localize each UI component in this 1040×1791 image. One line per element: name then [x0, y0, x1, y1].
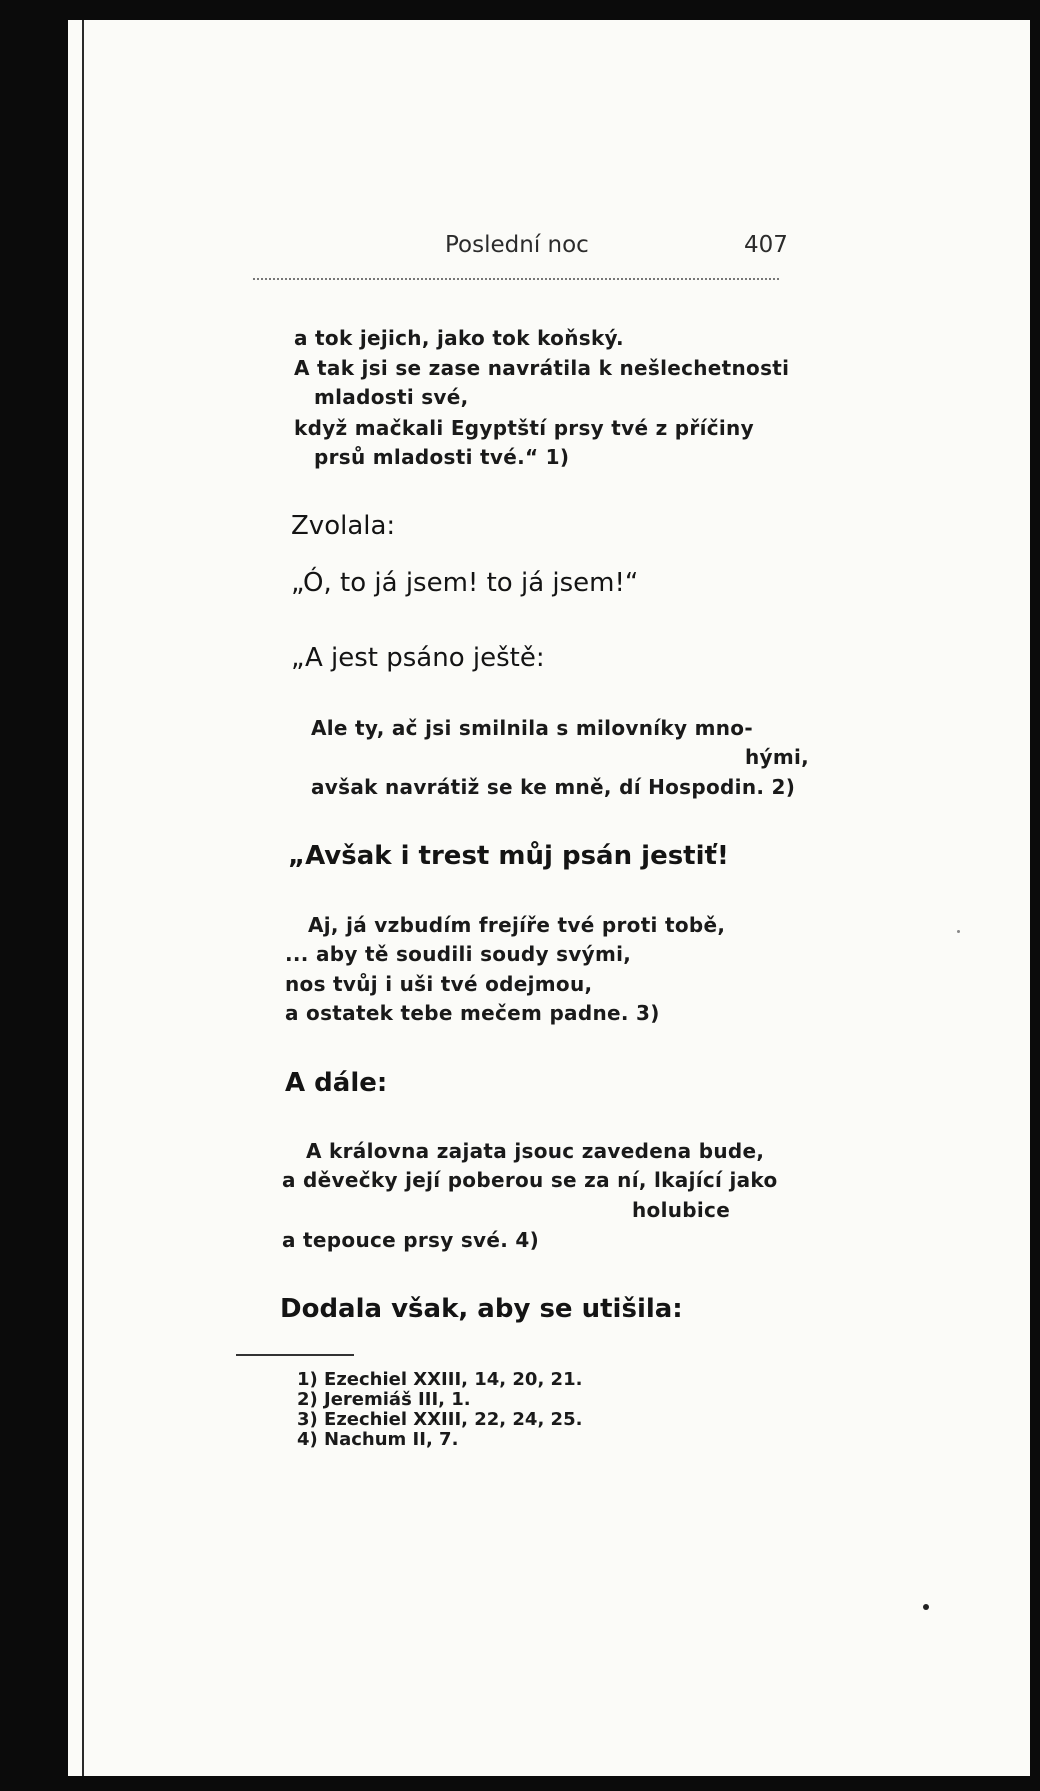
verse-line: a tok jejich, jako tok koňský.	[294, 326, 624, 350]
verse-line: holubice	[632, 1198, 731, 1222]
verse-line: a ostatek tebe mečem padne. 3)	[285, 1001, 660, 1025]
narrative-line: „Avšak i trest můj psán jestiť!	[288, 841, 729, 871]
footnote: 3) Ezechiel XXIII, 22, 24, 25.	[297, 1409, 583, 1430]
header-divider	[253, 278, 779, 280]
narrative-line: „A jest psáno ještě:	[291, 643, 545, 673]
verse-line: když mačkali Egyptští prsy tvé z příčiny	[294, 416, 754, 440]
verse-line: ... aby tě soudili soudy svými,	[285, 942, 632, 966]
footnote-rule	[236, 1354, 354, 1356]
narrative-line: „Ó, to já jsem! to já jsem!“	[291, 568, 639, 598]
running-header-title: Poslední noc	[445, 232, 589, 258]
gutter-line	[82, 20, 84, 1776]
verse-line: nos tvůj i uši tvé odejmou,	[285, 972, 593, 996]
narrative-line: A dále:	[285, 1068, 388, 1098]
verse-line: Aj, já vzbudím frejíře tvé proti tobě,	[308, 913, 726, 937]
footnote: 4) Nachum II, 7.	[297, 1429, 459, 1450]
verse-line: avšak navrátiž se ke mně, dí Hospodin. 2)	[311, 775, 796, 799]
verse-line: hými,	[745, 745, 810, 769]
page-number: 407	[744, 232, 788, 258]
page-sheet	[68, 20, 1030, 1776]
verse-line: prsů mladosti tvé.“ 1)	[314, 445, 570, 469]
ink-speck	[923, 1604, 929, 1610]
narrative-line: Zvolala:	[291, 511, 396, 541]
verse-line: a děvečky její poberou se za ní, lkající jako	[282, 1168, 778, 1192]
verse-line: A královna zajata jsouc zavedena bude,	[306, 1139, 765, 1163]
verse-line: mladosti své,	[314, 385, 469, 409]
ink-speck	[957, 930, 960, 933]
verse-line: Ale ty, ač jsi smilnila s milovníky mno-	[311, 716, 753, 740]
footnote: 1) Ezechiel XXIII, 14, 20, 21.	[297, 1369, 583, 1390]
verse-line: a tepouce prsy své. 4)	[282, 1228, 540, 1252]
footnote: 2) Jeremiáš III, 1.	[297, 1389, 471, 1410]
verse-line: A tak jsi se zase navrátila k nešlechetnosti	[294, 356, 790, 380]
narrative-line: Dodala však, aby se utišila:	[280, 1294, 683, 1324]
